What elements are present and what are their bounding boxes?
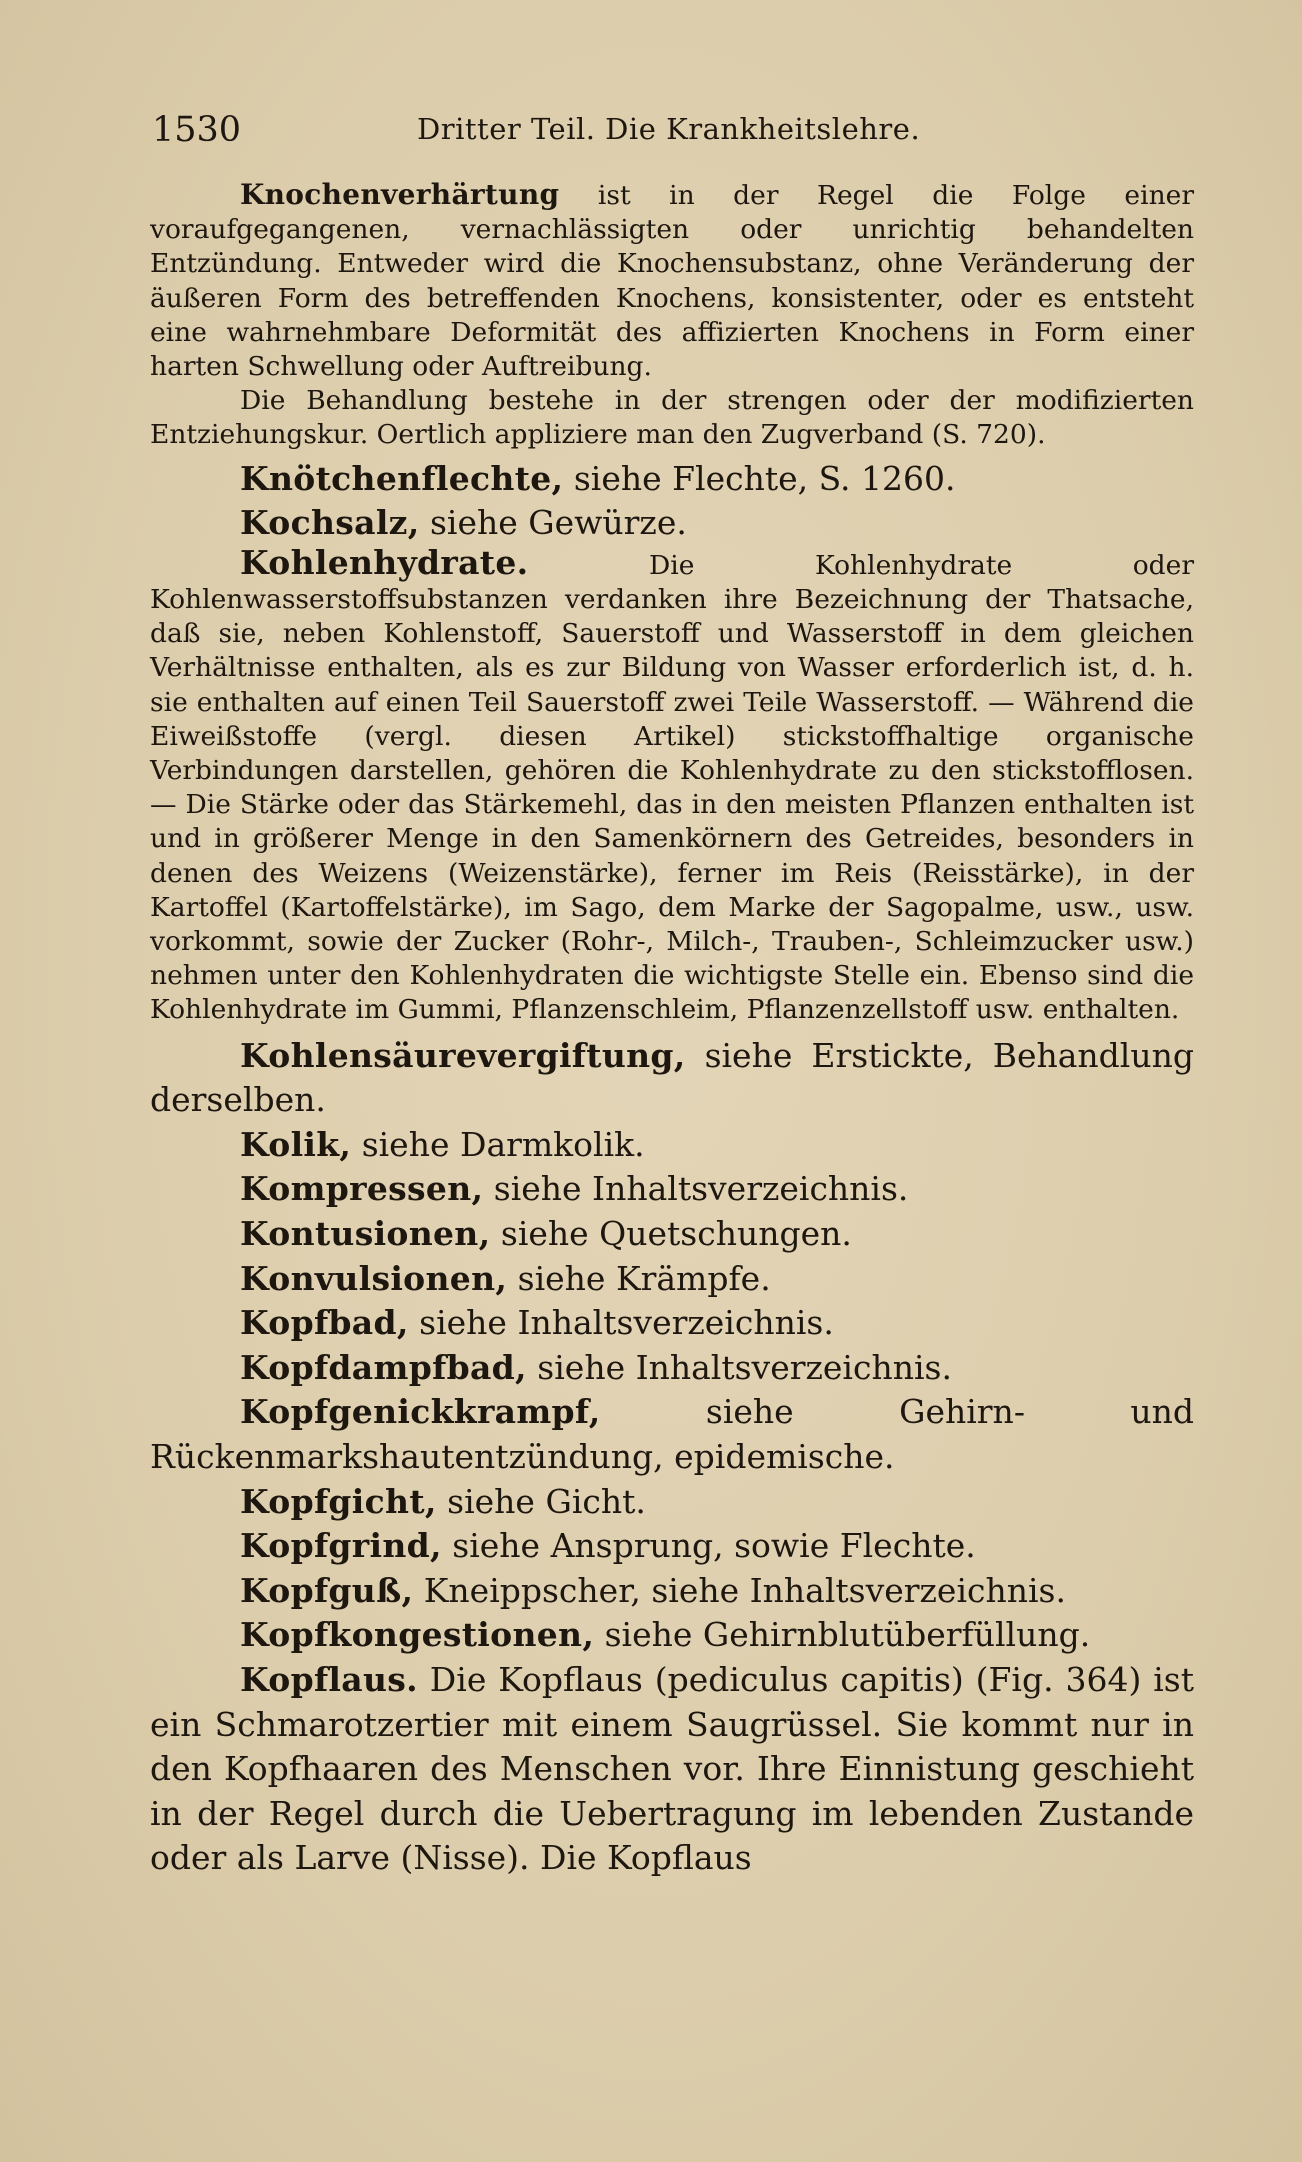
entry-kopfgenickkrampf bbox=[150, 1390, 1194, 1479]
entry-text: Die Kohlenhydrate oder Kohlenwasserstoffsubstanzen verdanken ihre Bezeichnung der Thatsache, daß sie, neben Kohlenstoff, Sauerstoff und Wasserstoff in dem gleichen Verhältnisse enthalten, als es zur Bildung von Wasser erforderlich ist, d. h. sie enthalten auf einen Teil Sauerstoff zwei Teile Wasserstoff. — Während die Eiweißstoffe (vergl. diesen Artikel) stickstoffhaltige organische Verbindungen darstellen, gehören die Kohlenhydrate zu den stickstofflosen. — Die Stärke oder das Stärkemehl, das in den meisten Pflanzen enthalten ist und in größerer Menge in den Samenkörnern des Getreides, besonders in denen des Weizens (Weizenstärke), ferner im Reis (Reisstärke), in der Kartoffel (Kartoffelstärke), im Sago, dem Marke der Sagopalme, usw., usw. vorkommt, sowie der Zucker (Rohr-, Milch-, Trauben-, Schleimzucker usw.) nehmen unter den Kohlenhydraten die wichtigste Stelle ein. Ebenso sind die Kohlenhydrate im Gummi, Pflanzenschleim, Pflanzenzellstoff usw. enthalten. bbox=[150, 549, 1194, 1026]
entry-text: siehe Krämpfe. bbox=[507, 1258, 771, 1298]
entry-keyword: Kochsalz, bbox=[240, 503, 420, 543]
entry-kompressen bbox=[150, 1167, 1194, 1212]
entry-kopfdampfbad bbox=[150, 1346, 1194, 1391]
entry-kopfgrind bbox=[150, 1524, 1194, 1569]
entry-kohlensaeurevergiftung bbox=[150, 1034, 1194, 1123]
entry-keyword: Kopflaus. bbox=[240, 1659, 418, 1699]
entry-keyword: Knötchenflechte, bbox=[240, 458, 564, 498]
entry-keyword: Kohlensäurevergiftung, bbox=[240, 1035, 686, 1075]
entry-text: Kneippscher, siehe Inhaltsverzeichnis. bbox=[413, 1570, 1066, 1610]
entry-text: siehe Erstickte, Behandlung derselben. bbox=[150, 1035, 1194, 1120]
entry-text: Die Kopflaus (pediculus capitis) (Fig. 364) ist ein Schmarotzertier mit einem Saugrüssel. Sie kommt nur in den Kopfhaaren des Menschen vor. Ihre Einnistung geschieht in der Regel durch die Uebertragung im lebenden Zustande oder als Larve (Nisse). Die Kopflaus bbox=[150, 1659, 1194, 1878]
entry-text: siehe Flechte, S. 1260. bbox=[563, 458, 956, 498]
entry-text: siehe Gehirnblutüberfüllung. bbox=[594, 1615, 1091, 1655]
entry-kochsalz bbox=[150, 501, 1194, 546]
entry-konvulsionen bbox=[150, 1257, 1194, 1302]
entry-kolik bbox=[150, 1123, 1194, 1168]
entry-knochenverhaertung-treatment bbox=[150, 384, 1194, 452]
entry-keyword: Knochenverhärtung bbox=[240, 178, 560, 211]
entry-keyword: Kohlenhydrate. bbox=[240, 542, 529, 582]
entry-knochenverhaertung bbox=[150, 178, 1194, 384]
page-number: 1530 bbox=[152, 110, 242, 150]
page-header bbox=[152, 110, 1192, 154]
entry-text: siehe Gehirn- und Rückenmarkshautentzündung, epidemische. bbox=[150, 1392, 1194, 1476]
entry-text: ist in der Regel die Folge einer voraufgegangenen, vernachlässigten oder unrichtig behandelten Entzündung. Entweder wird die Knochensubstanz, ohne Veränderung der äußeren Form des betreffenden Knochens, konsistenter, oder es entsteht eine wahrnehmbare Deformität des affizierten Knochens in Form einer harten Schwellung oder Auftreibung. bbox=[150, 180, 1194, 383]
entry-keyword: Kopfkongestionen, bbox=[240, 1615, 595, 1655]
entry-keyword: Kontusionen, bbox=[240, 1214, 491, 1254]
entry-text: siehe Quetschungen. bbox=[490, 1214, 852, 1254]
entry-keyword: Kopfbad, bbox=[240, 1303, 409, 1343]
entry-keyword: Kompressen, bbox=[240, 1169, 484, 1209]
entry-kontusionen bbox=[150, 1212, 1194, 1257]
entry-kohlenhydrate bbox=[150, 542, 1194, 1028]
entry-keyword: Kopfgicht, bbox=[240, 1481, 437, 1521]
entry-kopfkongestionen bbox=[150, 1613, 1194, 1658]
entry-keyword: Kopfguß, bbox=[240, 1570, 414, 1610]
entry-text: siehe Inhaltsverzeichnis. bbox=[526, 1347, 952, 1387]
entry-keyword: Konvulsionen, bbox=[240, 1258, 508, 1298]
entry-text: siehe Inhaltsverzeichnis. bbox=[483, 1169, 909, 1209]
entry-text: siehe Inhaltsverzeichnis. bbox=[408, 1303, 834, 1343]
entry-keyword: Kopfdampfbad, bbox=[240, 1347, 527, 1387]
entry-keyword: Kopfgrind, bbox=[240, 1526, 442, 1566]
entry-keyword: Kolik, bbox=[240, 1124, 352, 1164]
entry-text: siehe Darmkolik. bbox=[351, 1124, 645, 1164]
page-body bbox=[150, 178, 1194, 1881]
entry-text: siehe Ansprung, sowie Flechte. bbox=[441, 1526, 976, 1566]
entry-text: siehe Gicht. bbox=[436, 1481, 646, 1521]
entry-kopfbad bbox=[150, 1301, 1194, 1346]
entry-text: Die Behandlung bestehe in der strengen oder der modifizierten Entziehungskur. Oertlich appliziere man den Zugverband (S. 720). bbox=[150, 385, 1194, 451]
entry-knoetchenflechte bbox=[150, 457, 1194, 502]
entry-kopflaus bbox=[150, 1658, 1194, 1881]
entry-text: siehe Gewürze. bbox=[419, 503, 687, 543]
entry-kopfgicht bbox=[150, 1480, 1194, 1525]
entry-keyword: Kopfgenickkrampf, bbox=[240, 1392, 601, 1432]
entry-kopfguss bbox=[150, 1569, 1194, 1614]
running-title: Dritter Teil. Die Krankheitslehre. bbox=[417, 112, 921, 146]
